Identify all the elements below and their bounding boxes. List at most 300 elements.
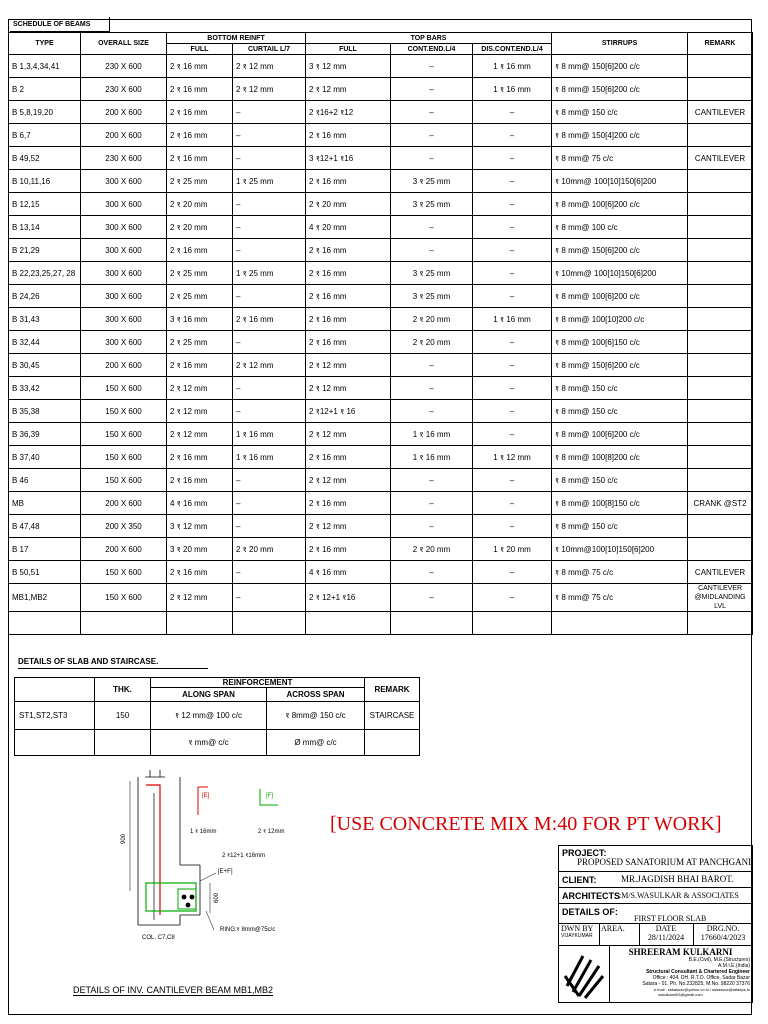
beam-row: [9, 538, 753, 561]
stirrups-cell: १ 8 mm@ 75 c/c: [552, 584, 688, 612]
top-cont-cell: –: [391, 515, 473, 538]
stirrups-cell: १ 8 mm@ 150 c/c: [552, 377, 688, 400]
beam-type-cell: B 35,38: [9, 400, 81, 423]
firm-addr2: Satara - 01. Ph. No.232825, M.No. 98220 37376: [642, 981, 750, 987]
beam-type-cell: B 47,48: [9, 515, 81, 538]
overall-size-cell: 300 X 600: [81, 308, 167, 331]
cantilever-beam-sketch: [120, 765, 330, 955]
stirrups-cell: १ 8 mm@ 75 c/c: [552, 561, 688, 584]
stirrups-cell: १ 8 mm@ 100[10]200 c/c: [552, 308, 688, 331]
label-f: [F]: [266, 793, 273, 799]
top-discont-cell: –: [473, 124, 552, 147]
details-label: DETAILS OF:: [562, 907, 618, 917]
top-full-cell: 2 १ 12 mm: [306, 423, 391, 446]
firm-info: [611, 947, 753, 997]
bottom-full-cell: 2 १ 16 mm: [167, 78, 233, 101]
remark-cell: [688, 55, 753, 78]
top-cont-cell: –: [391, 239, 473, 262]
bottom-full-cell: 2 १ 16 mm: [167, 239, 233, 262]
slab-header-across: ACROSS SPAN: [267, 688, 365, 702]
ef-leader: [200, 873, 216, 881]
slab-row2-along: १ mm@ c/c: [151, 730, 267, 756]
overall-size-cell: 200 X 600: [81, 101, 167, 124]
top-full-cell: 2 १ 12 mm: [306, 354, 391, 377]
remark-cell: [688, 170, 753, 193]
top-cont-cell: 1 १ 16 mm: [391, 446, 473, 469]
top-cont-cell: –: [391, 147, 473, 170]
stirrups-cell: १ 8 mm@ 150[6]200 c/c: [552, 55, 688, 78]
stirrups-cell: १ 8 mm@ 100[6]150 c/c: [552, 331, 688, 354]
bottom-curtail-cell: 2 १ 12 mm: [233, 78, 306, 101]
remark-cell: [688, 377, 753, 400]
header-top-bars: TOP BARS: [306, 33, 552, 44]
beam-row: [9, 285, 753, 308]
architects-label: ARCHITECTS: [562, 891, 620, 901]
slab-row2-remark: [365, 730, 420, 756]
drg-label: DRG.NO.: [706, 924, 740, 933]
top-discont-cell: –: [473, 515, 552, 538]
top-full-cell: 3 १12+1 १16: [306, 147, 391, 170]
bottom-curtail-cell: –: [233, 101, 306, 124]
remark-cell: [688, 285, 753, 308]
beam-row: [9, 262, 753, 285]
firm-role: Structural Consultant & Chartered Engineer: [646, 969, 750, 975]
overall-size-cell: 150 X 600: [81, 584, 167, 612]
empty-cell: [167, 612, 233, 635]
beam-row: [9, 377, 753, 400]
top-cont-cell: –: [391, 377, 473, 400]
bottom-curtail-cell: 1 १ 16 mm: [233, 446, 306, 469]
bottom-curtail-cell: 2 १ 12 mm: [233, 354, 306, 377]
area-cell: [599, 924, 640, 945]
top-full-cell: 2 १ 16 mm: [306, 308, 391, 331]
remark-cell: [688, 331, 753, 354]
beam-type-cell: B 17: [9, 538, 81, 561]
slab-row2-name: [15, 730, 95, 756]
overall-size-cell: 150 X 600: [81, 469, 167, 492]
overall-size-cell: 150 X 600: [81, 446, 167, 469]
tb-client-row: [559, 872, 752, 888]
remark-cell: [688, 239, 753, 262]
bottom-full-cell: 3 १ 20 mm: [167, 538, 233, 561]
overall-size-cell: 150 X 600: [81, 400, 167, 423]
drg-value: 17660/4/2023: [700, 933, 746, 942]
bottom-curtail-cell: –: [233, 239, 306, 262]
beam-type-cell: B 10,11,16: [9, 170, 81, 193]
overall-size-cell: 300 X 600: [81, 216, 167, 239]
top-cont-cell: 2 १ 20 mm: [391, 538, 473, 561]
tb-project-row: [559, 846, 752, 872]
ring-leader: [206, 911, 214, 930]
slab-name: ST1,ST2,ST3: [15, 702, 95, 730]
bar-e-detail: [198, 787, 208, 815]
overall-size-cell: 300 X 600: [81, 170, 167, 193]
top-cont-cell: –: [391, 492, 473, 515]
remark-cell: [688, 124, 753, 147]
beam-type-cell: B 5,8,19,20: [9, 101, 81, 124]
tb-details-row: [559, 904, 752, 924]
beam-row: [9, 515, 753, 538]
beam-type-cell: B 36,39: [9, 423, 81, 446]
top-full-cell: 2 १ 16 mm: [306, 262, 391, 285]
schedule-title: SCHEDULE OF BEAMS: [10, 17, 110, 32]
bottom-curtail-cell: 2 १ 12 mm: [233, 55, 306, 78]
top-discont-cell: –: [473, 193, 552, 216]
stirrups-cell: १ 8 mm@ 150 c/c: [552, 400, 688, 423]
tb-dwn-row: [559, 924, 752, 946]
bottom-curtail-cell: –: [233, 147, 306, 170]
beam-type-cell: MB1,MB2: [9, 584, 81, 612]
ring-text: RING:१ 8mm@75c/c: [220, 927, 276, 933]
bar-e-text: 1 १ 16mm: [190, 829, 217, 835]
remark-cell: [688, 308, 753, 331]
header-bottom-curtail: CURTAIL L/7: [233, 44, 306, 55]
bottom-full-cell: 2 १ 16 mm: [167, 124, 233, 147]
top-full-cell: 2 १ 12 mm: [306, 469, 391, 492]
empty-cell: [688, 612, 753, 635]
dwn-value: VIJAYKUMAR: [561, 933, 593, 939]
concrete-mix-note: [USE CONCRETE MIX M:40 FOR PT WORK]: [330, 813, 722, 835]
bottom-curtail-cell: –: [233, 492, 306, 515]
bar-dot-2: [190, 895, 195, 900]
top-discont-cell: –: [473, 239, 552, 262]
top-cont-cell: 3 १ 25 mm: [391, 262, 473, 285]
top-full-cell: 2 १ 16 mm: [306, 331, 391, 354]
top-cont-cell: –: [391, 101, 473, 124]
bottom-full-cell: 2 १ 20 mm: [167, 193, 233, 216]
sketch-caption: DETAILS OF INV. CANTILEVER BEAM MB1,MB2: [73, 985, 274, 995]
date-value: 28/11/2024: [647, 933, 685, 942]
empty-cell: [233, 612, 306, 635]
top-full-cell: 2 १ 12 mm: [306, 515, 391, 538]
top-full-cell: 2 १ 16 mm: [306, 492, 391, 515]
bottom-curtail-cell: –: [233, 193, 306, 216]
beam-row: [9, 216, 753, 239]
bottom-curtail-cell: 1 १ 25 mm: [233, 170, 306, 193]
overall-size-cell: 230 X 600: [81, 55, 167, 78]
details-text: FIRST FLOOR SLAB: [634, 914, 707, 923]
dwn-label: DWN BY: [561, 924, 594, 933]
beam-row: [9, 101, 753, 124]
beam-row: [9, 147, 753, 170]
bottom-full-cell: 4 १ 16 mm: [167, 492, 233, 515]
beam-type-cell: B 33,42: [9, 377, 81, 400]
bottom-full-cell: 2 १ 16 mm: [167, 354, 233, 377]
header-top-cont: CONT.END.L/4: [391, 44, 473, 55]
col-text: COL. C7,C8: [142, 935, 175, 941]
remark-cell: [688, 469, 753, 492]
top-cont-cell: 2 १ 20 mm: [391, 331, 473, 354]
top-discont-cell: –: [473, 584, 552, 612]
bottom-full-cell: 2 १ 16 mm: [167, 147, 233, 170]
top-cont-cell: –: [391, 78, 473, 101]
slab-header-reinforcement: REINFORCEMENT: [151, 678, 365, 688]
top-discont-cell: 1 १ 16 mm: [473, 55, 552, 78]
empty-cell: [9, 612, 81, 635]
slab-row2-thk: [95, 730, 151, 756]
remark-cell: CANTILEVER: [688, 147, 753, 170]
top-full-cell: 2 १ 12+1 १16: [306, 584, 391, 612]
bottom-curtail-cell: –: [233, 216, 306, 239]
top-full-cell: 2 १ 16 mm: [306, 170, 391, 193]
top-full-cell: 2 १ 20 mm: [306, 193, 391, 216]
stirrups-cell: १ 8 mm@ 150 c/c: [552, 515, 688, 538]
top-full-cell: 4 १ 16 mm: [306, 561, 391, 584]
stirrups-cell: १ 10mm@ 100[10]150[6]200: [552, 170, 688, 193]
top-full-cell: 2 १ 12 mm: [306, 377, 391, 400]
dim-900-text: 900: [121, 833, 127, 844]
top-discont-cell: –: [473, 400, 552, 423]
header-top-discont: DIS.CONT.END.L/4: [473, 44, 552, 55]
top-discont-cell: –: [473, 377, 552, 400]
bottom-full-cell: 2 १ 16 mm: [167, 561, 233, 584]
top-full-cell: 2 १ 16 mm: [306, 124, 391, 147]
firm-email: e.mail : sskassoc@yahoo.co.in / sskassoc@tataeps.in: [653, 987, 750, 992]
remark-cell: [688, 262, 753, 285]
bottom-full-cell: 2 १ 25 mm: [167, 170, 233, 193]
remark-cell: CANTILEVER: [688, 561, 753, 584]
stirrups-cell: १ 8 mm@ 100[8]150 c/c: [552, 492, 688, 515]
beam-type-cell: B 6,7: [9, 124, 81, 147]
top-discont-cell: –: [473, 170, 552, 193]
bottom-full-cell: 2 १ 20 mm: [167, 216, 233, 239]
stirrups-cell: १ 8 mm@ 100[6]200 c/c: [552, 285, 688, 308]
beam-row: [9, 55, 753, 78]
empty-cell: [391, 612, 473, 635]
bottom-curtail-cell: –: [233, 377, 306, 400]
bar-e-in-column: [146, 785, 160, 915]
beam-type-cell: B 24,26: [9, 285, 81, 308]
slab-header-along: ALONG SPAN: [151, 688, 267, 702]
architects-name: :M/S.WASULKAR & ASSOCIATES: [619, 891, 739, 900]
beam-schedule-table: [8, 32, 753, 635]
bar-dot-3: [186, 903, 191, 908]
beam-type-cell: B 12,15: [9, 193, 81, 216]
remark-cell: [688, 423, 753, 446]
top-cont-cell: 3 १ 25 mm: [391, 170, 473, 193]
overall-size-cell: 150 X 600: [81, 377, 167, 400]
bottom-full-cell: 2 १ 12 mm: [167, 400, 233, 423]
slab-along: १ 12 mm@ 100 c/c: [151, 702, 267, 730]
remark-cell: CRANK @ST2: [688, 492, 753, 515]
remark-cell: CANTILEVER @MIDLANDING LVL: [688, 584, 753, 612]
top-cont-cell: –: [391, 469, 473, 492]
top-full-cell: 3 १ 12 mm: [306, 55, 391, 78]
bottom-full-cell: 2 १ 16 mm: [167, 469, 233, 492]
tb-architects-row: [559, 888, 752, 904]
stirrups-cell: १ 8 mm@ 75 c/c: [552, 147, 688, 170]
top-discont-cell: –: [473, 285, 552, 308]
bottom-curtail-cell: –: [233, 331, 306, 354]
beam-row: [9, 446, 753, 469]
overall-size-cell: 200 X 600: [81, 492, 167, 515]
title-block: [558, 845, 753, 1003]
dwn-cell: [559, 924, 600, 945]
top-full-cell: 2 १ 12 mm: [306, 78, 391, 101]
beam-row: [9, 239, 753, 262]
bottom-curtail-cell: –: [233, 584, 306, 612]
slab-remark: STAIRCASE: [365, 702, 420, 730]
stirrups-cell: १ 8 mm@ 100[6]200 c/c: [552, 423, 688, 446]
slab-header-blank: [15, 678, 95, 702]
firm-name: SHREERAM KULKARNI: [628, 947, 733, 957]
top-cont-cell: 3 १ 25 mm: [391, 285, 473, 308]
header-type: TYPE: [9, 33, 81, 55]
remark-cell: [688, 515, 753, 538]
beam-type-cell: B 22,23,25,27, 28: [9, 262, 81, 285]
overall-size-cell: 200 X 600: [81, 354, 167, 377]
top-discont-cell: –: [473, 492, 552, 515]
bottom-full-cell: 2 १ 16 mm: [167, 101, 233, 124]
remark-cell: [688, 354, 753, 377]
remark-cell: [688, 193, 753, 216]
bottom-curtail-cell: 1 १ 25 mm: [233, 262, 306, 285]
beam-row: [9, 193, 753, 216]
beam-type-cell: B 46: [9, 469, 81, 492]
header-stirrups: STIRRUPS: [552, 33, 688, 55]
slab-across: १ 8mm@ 150 c/c: [267, 702, 365, 730]
top-discont-cell: –: [473, 101, 552, 124]
firm-addr1: Office : 404, DH. R.T.O. Office, Sadar Bazar: [652, 975, 750, 981]
slab-row2-across: Ø mm@ c/c: [267, 730, 365, 756]
date-label: DATE: [655, 924, 677, 933]
overall-size-cell: 200 X 600: [81, 124, 167, 147]
date-cell: [639, 924, 694, 945]
bottom-curtail-cell: 2 १ 20 mm: [233, 538, 306, 561]
stirrups-cell: १ 8 mm@ 150[6]200 c/c: [552, 239, 688, 262]
overall-size-cell: 200 X 350: [81, 515, 167, 538]
bottom-curtail-cell: –: [233, 561, 306, 584]
slab-thk: 150: [95, 702, 151, 730]
top-discont-cell: –: [473, 354, 552, 377]
stirrups-cell: १ 8 mm@ 100 c/c: [552, 216, 688, 239]
top-discont-cell: –: [473, 147, 552, 170]
top-cont-cell: –: [391, 354, 473, 377]
beam-row: [9, 331, 753, 354]
beam-type-cell: B 1,3,4,34,41: [9, 55, 81, 78]
beam-type-cell: B 2: [9, 78, 81, 101]
beam-row: [9, 561, 753, 584]
stirrups-cell: १ 8 mm@ 150[6]200 c/c: [552, 354, 688, 377]
bottom-full-cell: 2 १ 12 mm: [167, 377, 233, 400]
top-cont-cell: –: [391, 584, 473, 612]
firm-amie: A.M.I.E.(India): [718, 963, 750, 969]
bottom-curtail-cell: –: [233, 285, 306, 308]
slab-header-remark: REMARK: [365, 678, 420, 702]
beam-row: [9, 124, 753, 147]
client-label: CLIENT:: [562, 875, 597, 885]
firm-qual: B.E.(Civil), M.E.(Structures): [688, 957, 750, 963]
empty-cell: [81, 612, 167, 635]
bottom-curtail-cell: –: [233, 469, 306, 492]
top-discont-cell: 1 १ 16 mm: [473, 78, 552, 101]
bottom-curtail-cell: 2 १ 16 mm: [233, 308, 306, 331]
beam-row-empty: [9, 612, 753, 635]
header-remark: REMARK: [688, 33, 753, 55]
top-cont-cell: –: [391, 124, 473, 147]
beam-row: [9, 584, 753, 612]
project-name: PROPOSED SANATORIUM AT PANCHGANI: [577, 857, 752, 867]
bottom-full-cell: 2 १ 25 mm: [167, 331, 233, 354]
area-label: AREA.: [601, 924, 625, 933]
overall-size-cell: 200 X 600: [81, 538, 167, 561]
top-cont-cell: 3 १ 25 mm: [391, 193, 473, 216]
bottom-curtail-cell: –: [233, 124, 306, 147]
top-discont-cell: –: [473, 423, 552, 446]
top-discont-cell: 1 १ 12 mm: [473, 446, 552, 469]
top-discont-cell: 1 १ 20 mm: [473, 538, 552, 561]
stirrups-cell: १ 8 mm@ 100[8]200 c/c: [552, 446, 688, 469]
label-e: [E]: [202, 793, 210, 799]
beam-type-cell: B 32,44: [9, 331, 81, 354]
bottom-full-cell: 2 १ 16 mm: [167, 446, 233, 469]
stirrups-cell: १ 8 mm@ 150 c/c: [552, 101, 688, 124]
top-discont-cell: –: [473, 331, 552, 354]
bottom-full-cell: 2 १ 12 mm: [167, 423, 233, 446]
top-cont-cell: 1 १ 16 mm: [391, 423, 473, 446]
header-top-full: FULL: [306, 44, 391, 55]
remark-cell: CANTILEVER: [688, 101, 753, 124]
overall-size-cell: 300 X 600: [81, 285, 167, 308]
empty-cell: [306, 612, 391, 635]
ef-text: [E+F]: [218, 869, 233, 875]
bottom-full-cell: 2 १ 25 mm: [167, 262, 233, 285]
overall-size-cell: 300 X 600: [81, 193, 167, 216]
overall-size-cell: 150 X 600: [81, 561, 167, 584]
slab-section-title: DETAILS OF SLAB AND STAIRCASE.: [18, 657, 208, 669]
remark-cell: [688, 400, 753, 423]
stirrups-cell: १ 8 mm@ 100[6]200 c/c: [552, 193, 688, 216]
bottom-full-cell: 2 १ 25 mm: [167, 285, 233, 308]
header-bottom-full: FULL: [167, 44, 233, 55]
bottom-full-cell: 3 १ 16 mm: [167, 308, 233, 331]
top-cont-cell: –: [391, 400, 473, 423]
column-outline: [138, 770, 200, 925]
beam-type-cell: B 49,52: [9, 147, 81, 170]
overall-size-cell: 300 X 600: [81, 239, 167, 262]
beam-type-cell: B 21,29: [9, 239, 81, 262]
top-cont-cell: 2 १ 20 mm: [391, 308, 473, 331]
beam-row: [9, 78, 753, 101]
stirrups-cell: १ 8 mm@ 150[4]200 c/c: [552, 124, 688, 147]
beam-type-cell: B 31,43: [9, 308, 81, 331]
beam-row: [9, 170, 753, 193]
remark-cell: [688, 446, 753, 469]
bottom-curtail-cell: –: [233, 515, 306, 538]
overall-size-cell: 230 X 600: [81, 78, 167, 101]
drg-cell: [693, 924, 753, 945]
header-overall-size: OVERALL SIZE: [81, 33, 167, 55]
beam-type-cell: MB: [9, 492, 81, 515]
bottom-full-cell: 3 १ 12 mm: [167, 515, 233, 538]
bottom-full-cell: 2 १ 16 mm: [167, 55, 233, 78]
top-discont-cell: 1 १ 16 mm: [473, 308, 552, 331]
remark-cell: [688, 78, 753, 101]
firm-logo: [559, 946, 609, 1003]
overall-size-cell: 150 X 600: [81, 423, 167, 446]
bar-dot-1: [182, 895, 187, 900]
empty-cell: [473, 612, 552, 635]
top-bars-text: 2 १12+1 १16mm: [222, 853, 266, 859]
beam-row: [9, 492, 753, 515]
empty-cell: [552, 612, 688, 635]
overall-size-cell: 230 X 600: [81, 147, 167, 170]
remark-cell: [688, 538, 753, 561]
project-label: PROJECT:: [562, 848, 607, 858]
bar-f-text: 2 १ 12mm: [258, 829, 285, 835]
beam-row: [9, 308, 753, 331]
bottom-curtail-cell: 1 १ 16 mm: [233, 423, 306, 446]
